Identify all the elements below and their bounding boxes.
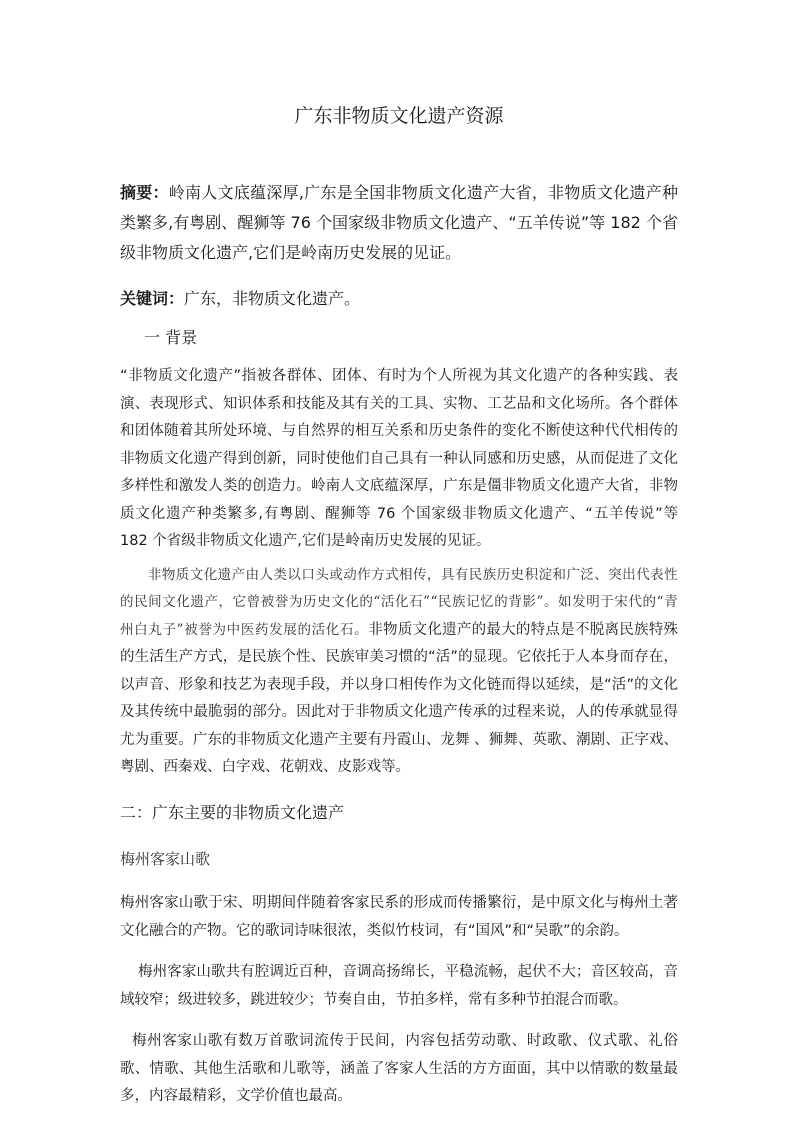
background-paragraph-2 <box>120 562 678 782</box>
subsection-heading-meizhou: 梅州客家山歌 <box>120 850 211 868</box>
abstract-paragraph <box>120 178 678 268</box>
background-paragraph-2-serif: 非物质文化遗产由人类以口头或动作方式相传，具有民族历史积淀和广泛、突出代表性的民间文化遗产，它曾被誉为历史文化的“活化石”“民族记忆的背影”。如发明于宋代的“青州白丸子”被誉为中医药发展的活化石。 <box>120 566 678 638</box>
abstract-text: 岭南人文底蕴深厚,广东是全国非物质文化遗产大省，非物质文化遗产种类繁多,有粤剧、醒狮等 76 个国家级非物质文化遗产、“五羊传说”等 182 个省级非物质文化遗产,它们是岭南历史发展的见证。 <box>120 183 678 262</box>
meizhou-paragraph-1: 梅州客家山歌于宋、明期间伴随着客家民系的形成而传播繁衍，是中原文化与梅州土著文化融合的产物。它的歌词诗味很浓，类似竹枝词，有“国风”和“吴歌”的余韵。 <box>120 895 678 939</box>
meizhou-paragraph-3: 梅州客家山歌有数万首歌词流传于民间，内容包括劳动歌、时政歌、仪式歌、礼俗歌、情歌、其他生活歌和儿歌等，涵盖了客家人生活的方方面面，其中以情歌的数量最多，内容最精彩，文学价值也最高。 <box>120 1033 678 1104</box>
keywords-paragraph <box>120 284 678 314</box>
background-paragraph-1: “非物质文化遗产”指被各群体、团体、有时为个人所视为其文化遗产的各种实践、表演、表现形式、知识体系和技能及其有关的工具、实物、工艺品和文化场所。各个群体和团体随着其所处环境、与自然界的相互关系和历史条件的变化不断使这种代代相传的非物质文化遗产得到创新，同时使他们自己具有一种认同感和历史感，从而促进了文化多样性和激发人类的创造力。岭南人文底蕴深厚，广东是僵非物质文化遗产大省，非物质文化遗产种类繁多,有粤剧、醒狮等 76 个国家级非物质文化遗产、“五羊传说”等 182 个省级非物质文化遗产,它们是岭南历史发展的见证。 <box>120 368 678 549</box>
section-heading-main-heritage: 二：广东主要的非物质文化遗产 <box>120 803 345 822</box>
section-heading-background: 一 背景 <box>144 328 198 347</box>
keywords-label: 关键词： <box>120 289 185 308</box>
abstract-label: 摘要： <box>120 183 169 202</box>
keywords-text: 广东，非物质文化遗产。 <box>184 289 361 308</box>
background-paragraph-2-sans: 非物质文化遗产的最大的特点是不脱离民族特殊的生活生产方式，是民族个性、民族审美习惯的“活”的显现。它依托于人本身而存在，以声音、形象和技艺为表现手段，并以身口相传作为文化链而得以延续，是“活”的文化及其传统中最脆弱的部分。因此对于非物质文化遗产传承的过程来说，人的传承就显得尤为重要。广东的非物质文化遗产主要有丹霞山、龙舞 、狮舞、英歌、潮剧、正字戏、粤剧、西秦戏、白字戏、花朝戏、皮影戏等。 <box>120 621 679 775</box>
meizhou-paragraph-2: 梅州客家山歌共有腔调近百种，音调高扬绵长，平稳流畅，起伏不大；音区较高，音域较窄；级进较多，跳进较少；节奏自由，节拍多样，常有多种节拍混合而歌。 <box>120 964 678 1008</box>
document-title: 广东非物质文化遗产资源 <box>294 105 504 127</box>
